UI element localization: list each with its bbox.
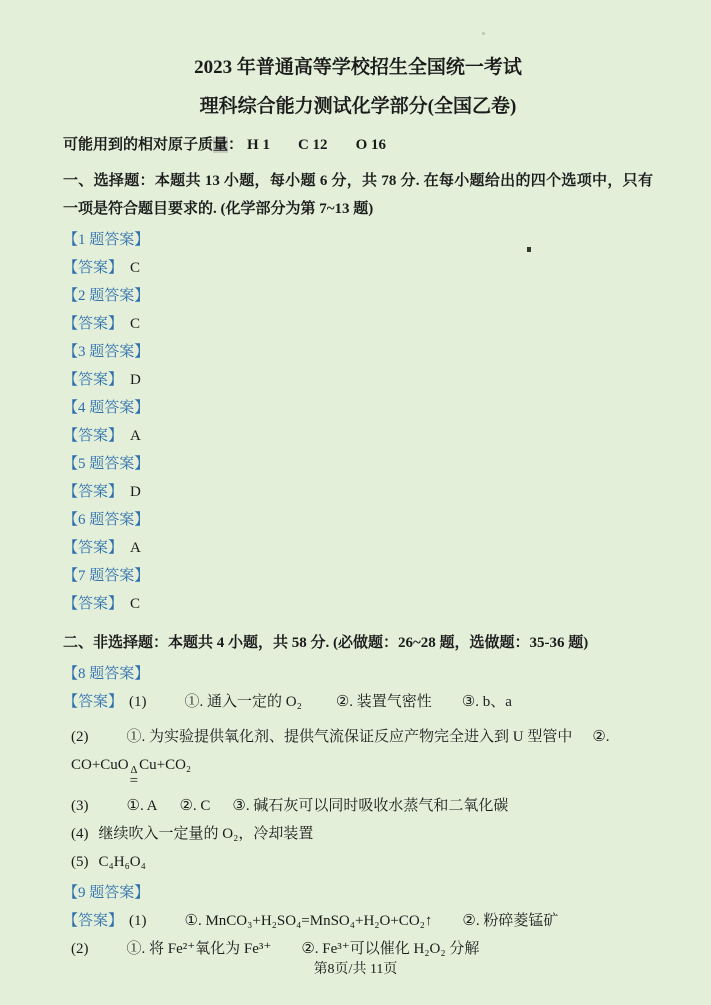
question-1-answer-row [63,254,653,282]
answer-prefix: 【答案】 [63,260,124,276]
question-7-answer-row [63,590,653,618]
q8-p1-item3: ③. b、a [461,694,512,710]
q8-p1-item2: ②. 装置气密性 [335,694,432,710]
question-6-answer-row [63,534,653,562]
question-5-answer-link[interactable]: 【5 题答案】 [63,456,150,472]
q8-part3-row [63,792,653,820]
q8-p5-text: C₄H₆O₄ [98,854,146,870]
answer-prefix: 【答案】 [63,694,124,710]
answer-prefix: 【答案】 [63,372,124,388]
answer-prefix: 【答案】 [63,428,124,444]
question-8-answer-block [63,660,653,876]
q8-part4-row [63,820,653,848]
answer-prefix: 【答案】 [63,316,124,332]
answer-value: D [130,372,141,388]
question-1-answer-link[interactable]: 【1 题答案】 [63,232,150,248]
answer-value: A [130,540,141,556]
answer-prefix: 【答案】 [63,540,124,556]
part-number: (1) [129,694,147,710]
q8-part5-row [63,848,653,876]
answer-value: D [130,484,141,500]
page-title: 2023 年普通高等学校招生全国统一考试 [194,57,522,78]
scan-speck [527,247,531,252]
answer-value: A [130,428,141,444]
q9-p2-item2: ②. Fe³⁺可以催化 H₂O₂ 分解 [301,941,480,957]
section-choice-heading: 一、选择题：本题共 13 小题，每小题 6 分，共 78 分. 在每小题给出的四个选项中，只有一项是符合题目要求的. (化学部分为第 7~13 题) [63,173,653,217]
q9-p1-item1: ①. MnCO₃+H₂SO₄=MnSO₄+H₂O+CO₂↑ [184,913,433,929]
question-2-answer-link[interactable]: 【2 题答案】 [63,288,150,304]
q8-p2-item2-prefix: ②. [592,729,610,745]
q9-p2-item1: ①. 将 Fe²⁺氧化为 Fe³⁺ [126,941,272,957]
part-number: (2) [71,941,89,957]
answer-value: C [130,316,141,332]
q8-part2-row [63,723,653,787]
answer-value: C [130,260,141,276]
equals-sign: = [129,773,139,789]
question-3-answer-link[interactable]: 【3 题答案】 [63,344,150,360]
atomic-mass-label: 可能用到的相对原子质 [63,137,214,153]
question-7-answer-link[interactable]: 【7 题答案】 [63,568,150,584]
answer-prefix: 【答案】 [63,484,124,500]
equation-left-side: CO+CuO [71,757,129,773]
part-number: (4) [71,826,89,842]
q8-p3-item3: ③. 碱石灰可以同时吸收水蒸气和二氧化碳 [232,798,509,814]
equation-right-side: Cu+CO₂ [139,757,192,773]
q8-p4-text: 继续吹入一定量的 O₂，冷却装置 [98,826,314,842]
question-8-answer-link[interactable]: 【8 题答案】 [63,666,150,682]
q8-p1-item1: ①. 通入一定的 O₂ [184,694,302,710]
q8-part1-row [63,688,653,716]
part-number: (1) [129,913,147,929]
q9-part1-row [63,907,653,935]
answer-prefix: 【答案】 [63,913,124,929]
q8-p2-item1: ①. 为实验提供氧化剂、提供气流保证反应产物完全进入到 U 型管中 [126,729,573,745]
delta-condition: Δ [130,764,138,776]
page-footer: 第8页/共 11页 [313,962,398,977]
atomic-mass-O: O 16 [355,137,386,153]
question-2-answer-row [63,310,653,338]
part-number: (2) [71,729,89,745]
question-9-answer-block [63,879,653,963]
page-subtitle: 理科综合能力测试化学部分(全国乙卷) [199,96,517,117]
atomic-mass-H: H 1 [247,137,270,153]
question-4-answer-link[interactable]: 【4 题答案】 [63,400,150,416]
question-5-answer-row [63,478,653,506]
part-number: (5) [71,854,89,870]
answer-value: C [130,596,141,612]
q8-p3-item2: ②. C [179,798,211,814]
atomic-mass-C: C 12 [297,137,328,153]
question-3-answer-row [63,366,653,394]
section-nonchoice-heading: 二、非选择题：本题共 4 小题，共 58 分. (必做题：26~28 题，选做题：35-36 题) [63,635,589,651]
question-6-answer-link[interactable]: 【6 题答案】 [63,512,150,528]
part-number: (3) [71,798,89,814]
atomic-mass-colon: ： [228,137,244,153]
question-4-answer-row [63,422,653,450]
q9-p1-item2: ②. 粉碎菱锰矿 [462,913,559,929]
q8-p3-item1: ①. A [126,798,158,814]
reaction-condition-stack [130,765,138,787]
scan-speck [482,32,485,35]
atomic-mass-line [63,134,653,156]
question-9-answer-link[interactable]: 【9 题答案】 [63,885,150,901]
atomic-mass-label-highlighted-char: 量 [213,137,229,153]
choice-answers-list [63,226,653,618]
answer-prefix: 【答案】 [63,596,124,612]
